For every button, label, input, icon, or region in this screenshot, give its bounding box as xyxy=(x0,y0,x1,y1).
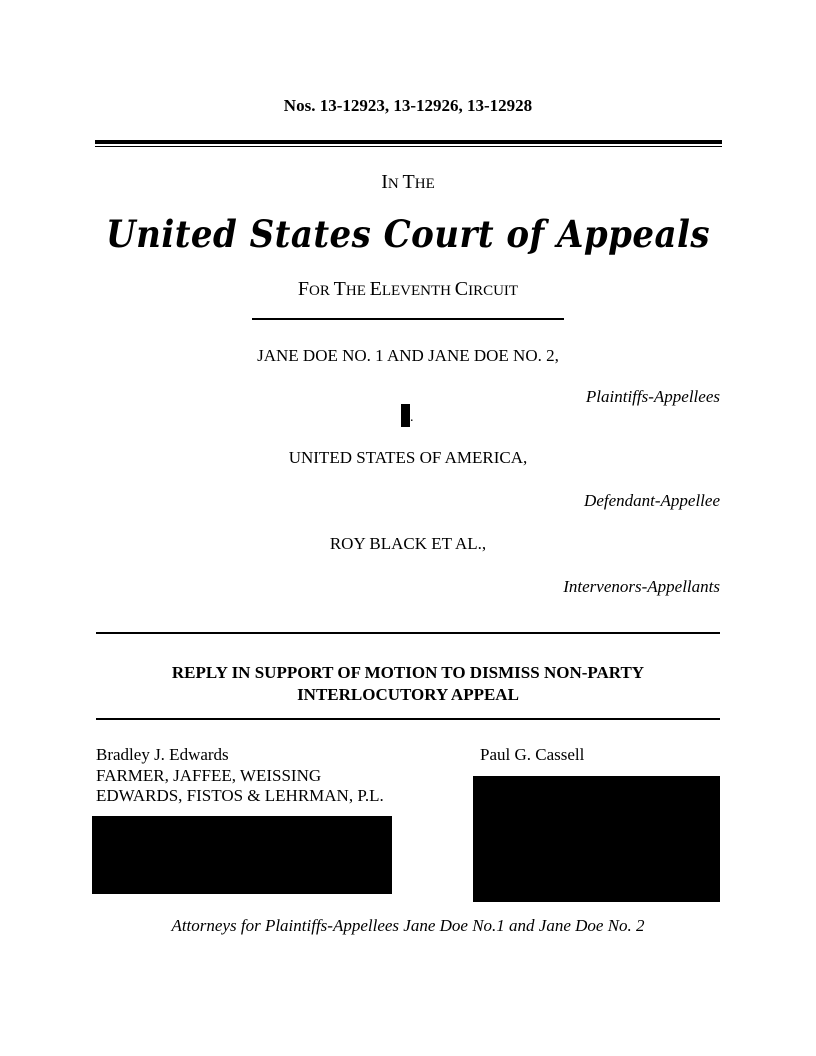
circuit-heading: FOR THE ELEVENTH CIRCUIT xyxy=(297,278,519,300)
left-counsel-firm-line-1: FARMER, JAFFEE, WEISSING xyxy=(96,765,322,785)
plaintiffs-role: Plaintiffs-Appellees xyxy=(585,387,720,406)
intervenors-name: ROY BLACK ET AL., xyxy=(329,534,487,553)
header-rule-thick xyxy=(95,140,722,144)
circuit-underline xyxy=(252,318,564,320)
docket-numbers: Nos. 13-12923, 13-12926, 13-12928 xyxy=(283,96,533,115)
intervenors-role: Intervenors-Appellants xyxy=(563,577,720,596)
title-rule-top xyxy=(96,632,720,634)
versus-redaction xyxy=(401,404,410,427)
right-counsel-name: Paul G. Cassell xyxy=(480,745,585,764)
title-rule-bottom xyxy=(96,718,720,720)
plaintiffs-name: JANE DOE NO. 1 AND JANE DOE NO. 2, xyxy=(257,346,559,365)
header-rule-thin xyxy=(95,146,722,147)
defendant-role: Defendant-Appellee xyxy=(584,491,720,510)
right-counsel-block xyxy=(480,745,584,766)
title-line-1: REPLY IN SUPPORT OF MOTION TO DISMISS NON-PARTY xyxy=(171,663,645,682)
left-counsel-firm-line-2: EDWARDS, FISTOS & LEHRMAN, P.L. xyxy=(96,786,384,805)
left-counsel-block xyxy=(96,745,384,807)
left-counsel-redaction xyxy=(92,816,392,894)
court-name: United States Court of Appeals xyxy=(105,212,711,256)
in-the-heading: IN THE xyxy=(381,171,435,193)
title-line-2: INTERLOCUTORY APPEAL xyxy=(297,685,519,704)
attorneys-for-line: Attorneys for Plaintiffs-Appellees Jane Doe No.1 and Jane Doe No. 2 xyxy=(171,916,645,935)
defendant-name: UNITED STATES OF AMERICA, xyxy=(288,448,528,467)
versus-mark: . xyxy=(410,410,414,425)
right-counsel-redaction xyxy=(473,776,720,902)
document-title xyxy=(0,662,816,706)
left-counsel-name: Bradley J. Edwards xyxy=(96,745,229,764)
